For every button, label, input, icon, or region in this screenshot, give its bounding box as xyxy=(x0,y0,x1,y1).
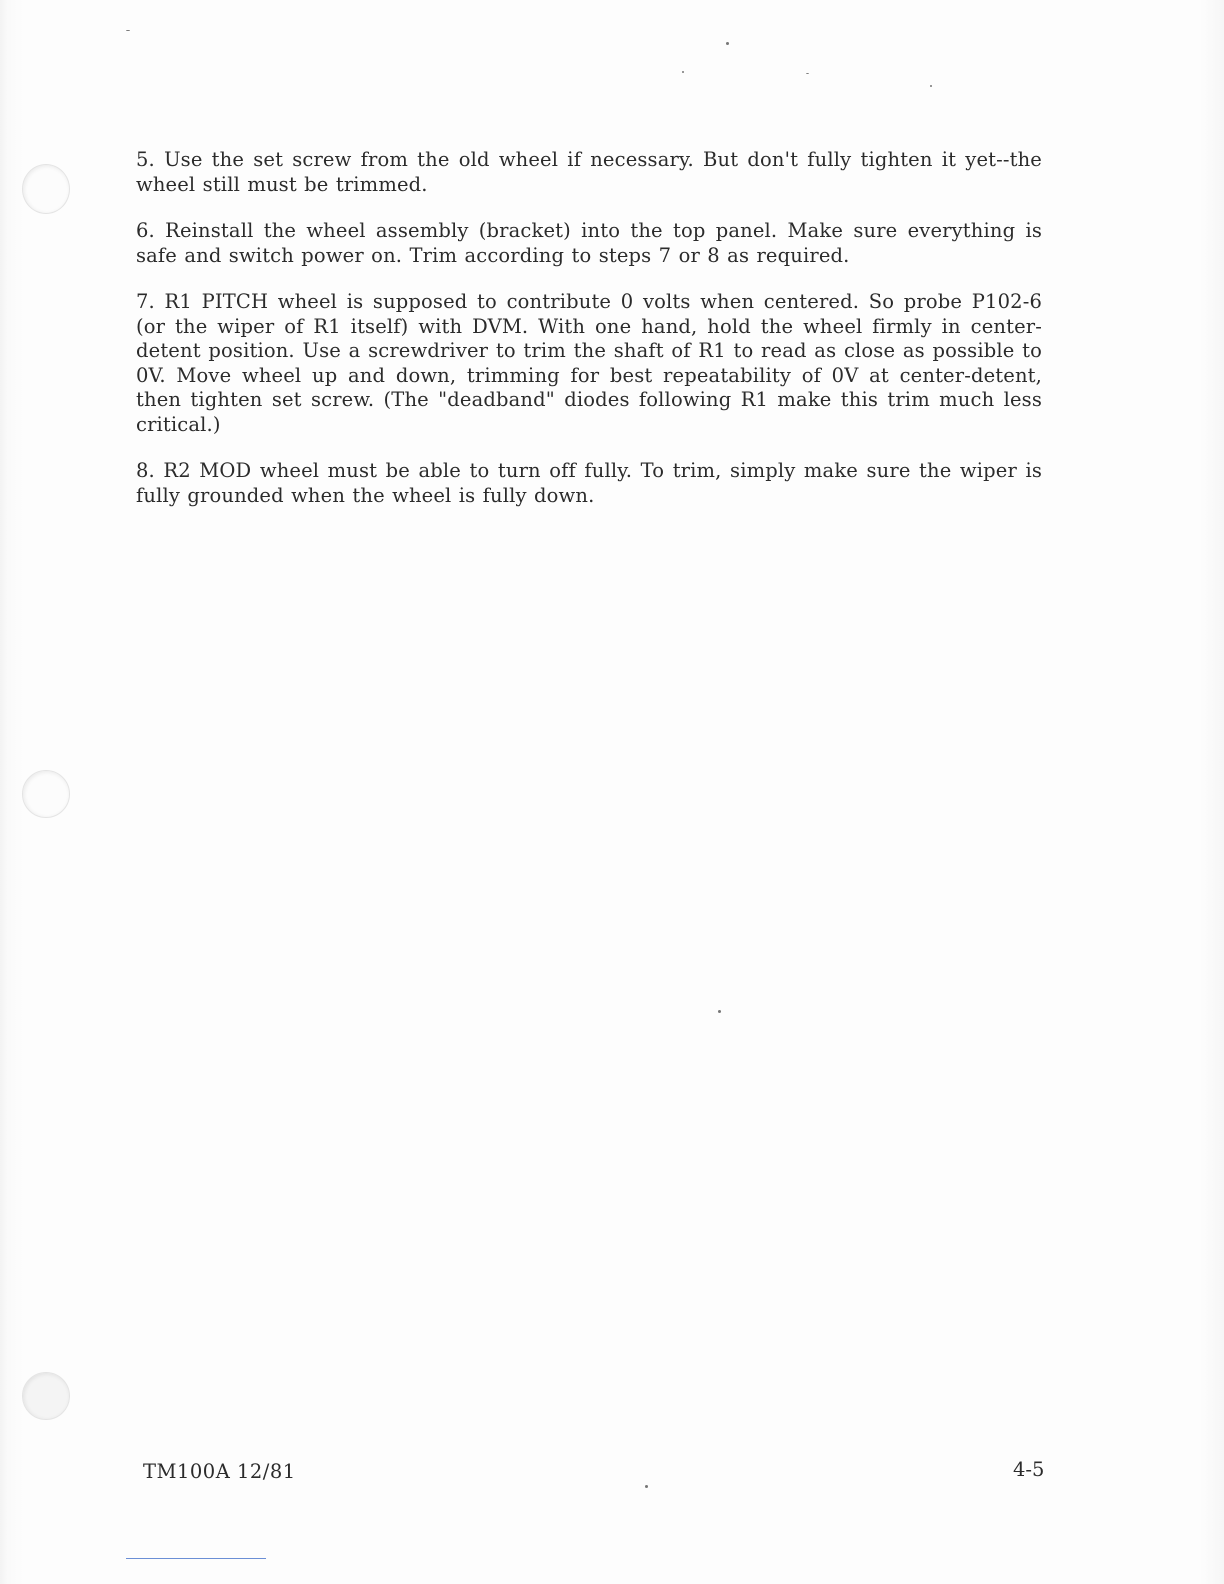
scan-speck xyxy=(930,85,932,87)
binder-hole-bottom xyxy=(22,1372,70,1420)
binder-hole-middle xyxy=(22,770,70,818)
step-6: 6. Reinstall the wheel assembly (bracket) into the top panel. Make sure everything is safe and switch power on. Trim according to steps 7 or 8 as required. xyxy=(136,219,1042,267)
scan-speck xyxy=(718,1010,721,1013)
page-number: 4-5 xyxy=(1013,1458,1045,1481)
step-5: 5. Use the set screw from the old wheel if necessary. But don't fully tighten it yet--the wheel still must be trimmed. xyxy=(136,148,1042,196)
scan-speck xyxy=(726,42,729,45)
step-8: 8. R2 MOD wheel must be able to turn off fully. To trim, simply make sure the wiper is fully grounded when the wheel is fully down. xyxy=(136,459,1042,507)
scan-speck xyxy=(806,73,809,74)
step-7: 7. R1 PITCH wheel is supposed to contribute 0 volts when centered. So probe P102-6 (or the wiper of R1 itself) with DVM. With one hand, hold the wheel firmly in center-detent position. Use a screwdriver to trim the shaft of R1 to read as close as possible to 0V. Move wheel up and down, trimming for best repeatability of 0V at center-detent, then tighten set screw. (The "deadband" diodes following R1 make this trim much less critical.) xyxy=(136,290,1042,436)
scan-speck xyxy=(645,1485,648,1488)
instruction-steps xyxy=(136,148,1042,530)
scan-speck xyxy=(682,71,684,73)
binder-hole-top xyxy=(22,164,70,214)
document-id: TM100A 12/81 xyxy=(143,1460,296,1483)
scan-speck xyxy=(126,30,130,31)
scan-edge-line xyxy=(126,1558,266,1559)
